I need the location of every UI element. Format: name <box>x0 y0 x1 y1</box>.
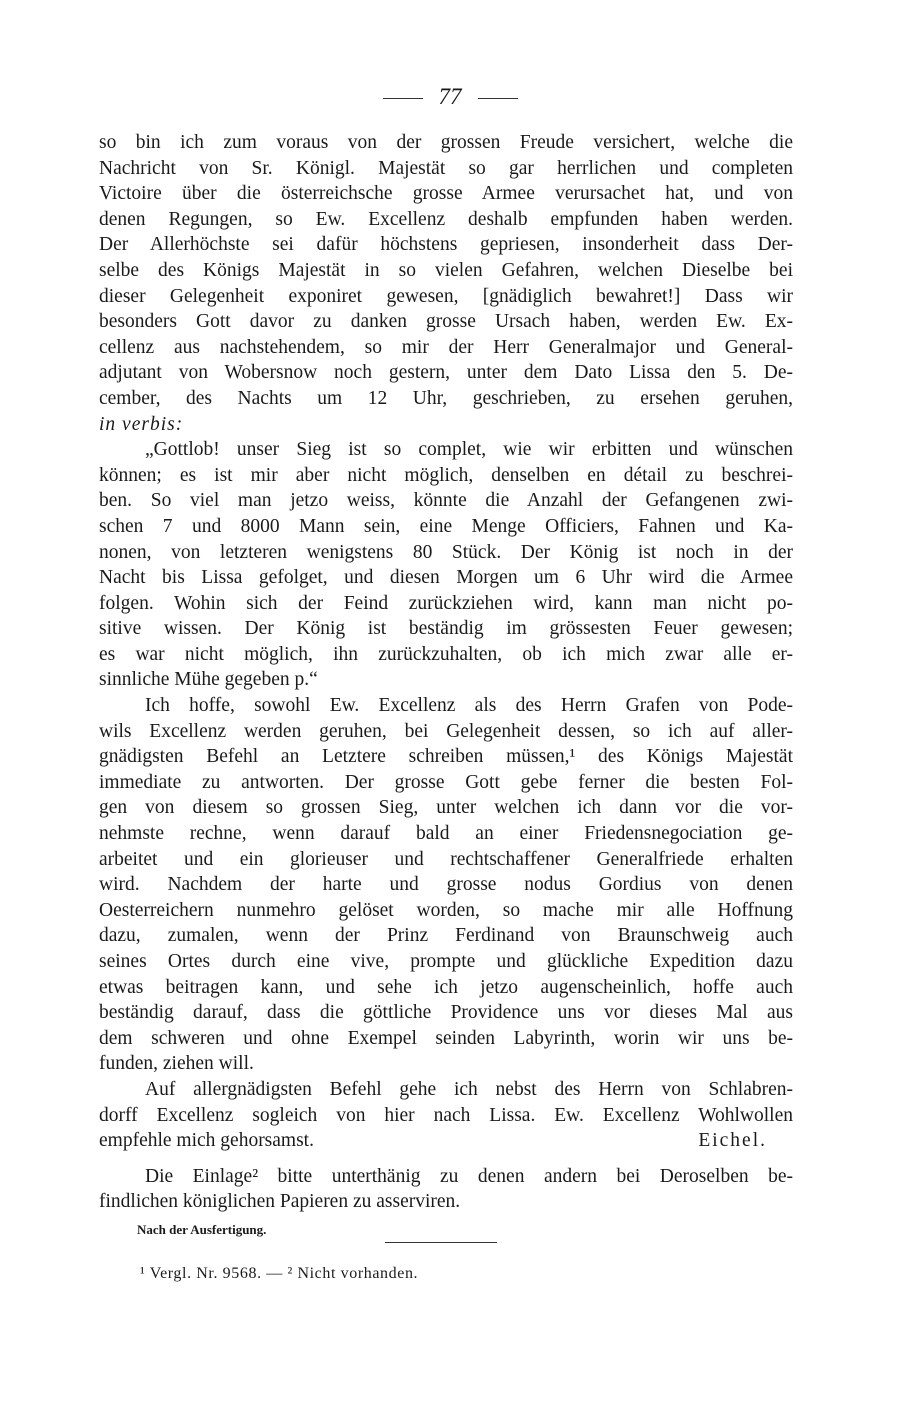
text-line: Victoire über die österreichsche grosse Armee verursachet hat, und von <box>99 183 793 205</box>
text-line: gnädigsten Befehl an Letztere schreiben müssen,¹ des Königs Majestät <box>99 746 793 768</box>
header-dash-right <box>478 98 518 99</box>
text-line: selbe des Königs Majestät in so vielen Gefahren, welchen Dieselbe bei <box>99 259 793 281</box>
text-line: schen 7 und 8000 Mann sein, eine Menge Officiers, Fahnen und Ka- <box>99 515 793 537</box>
page-header <box>0 84 900 110</box>
text-line: Der Allerhöchste sei dafür höchstens gepriesen, insonderheit dass Der- <box>99 234 793 256</box>
text-line: etwas beitragen kann, und sehe ich jetzo augenscheinlich, hoffe auch <box>99 976 793 998</box>
header-dash-left <box>383 98 423 99</box>
text-line: ben. So viel man jetzo weiss, könnte die Anzahl der Gefangenen zwi- <box>99 490 793 512</box>
letter-body <box>99 130 793 1243</box>
text-line: „Gottlob! unser Sieg ist so complet, wie wir erbitten und wünschen <box>145 439 793 461</box>
text-line: besonders Gott davor zu danken grosse Ursach haben, werden Ew. Ex- <box>99 311 793 333</box>
footnote-divider <box>385 1242 497 1243</box>
page-number: 77 <box>438 84 462 109</box>
text-line: dazu, zumalen, wenn der Prinz Ferdinand von Braunschweig auch <box>99 925 793 947</box>
text-line: es war nicht möglich, ihn zurückzuhalten, ob ich mich zwar alle er- <box>99 643 793 665</box>
text-line: arbeitet und ein glorieuser und rechtschaffener Generalfriede erhalten <box>99 848 793 870</box>
text-line: beständig darauf, dass die göttliche Providence uns vor dieses Mal aus <box>99 1002 793 1024</box>
source-note: Nach der Ausfertigung. <box>137 1221 267 1237</box>
text-line: dem schweren und ohne Exempel seinden Labyrinth, worin wir uns be- <box>99 1027 793 1049</box>
text-line: Die Einlage² bitte unterthänig zu denen andern bei Deroselben be- <box>145 1165 793 1187</box>
text-line: Ich hoffe, sowohl Ew. Excellenz als des Herrn Grafen von Pode- <box>145 695 793 717</box>
text-line: folgen. Wohin sich der Feind zurückziehen wird, kann man nicht po- <box>99 592 793 614</box>
closing-line <box>99 1128 793 1154</box>
text-line: sinnliche Mühe gegeben p.“ <box>99 669 318 691</box>
text-line: Auf allergnädigsten Befehl gehe ich nebst des Herrn von Schlabren- <box>145 1078 793 1100</box>
text-line: gen von diesem so grossen Sieg, unter welchen ich dann vor die vor- <box>99 797 793 819</box>
text-line: cellenz aus nachstehendem, so mir der Herr Generalmajor und General- <box>99 336 793 358</box>
text-line: dorff Excellenz sogleich von hier nach Lissa. Ew. Excellenz Wohlwollen <box>99 1104 793 1126</box>
text-line: wils Excellenz werden geruhen, bei Gelegenheit dessen, so ich auf aller- <box>99 720 793 742</box>
closing-text: empfehle mich gehorsamst. <box>99 1130 314 1152</box>
text-line: dieser Gelegenheit exponiret gewesen, [gnädiglich bewahret!] Dass wir <box>99 285 793 307</box>
text-line: funden, ziehen will. <box>99 1053 254 1075</box>
text-line: immediate zu antworten. Der grosse Gott gebe ferner die besten Fol- <box>99 771 793 793</box>
text-line: nehmste rechne, wenn darauf bald an einer Friedensnegociation ge- <box>99 823 793 845</box>
text-line: adjutant von Wobersnow noch gestern, unter dem Dato Lissa den 5. De- <box>99 362 793 384</box>
footnotes: ¹ Vergl. Nr. 9568. — ² Nicht vorhanden. <box>140 1265 419 1282</box>
text-line: Nachricht von Sr. Königl. Majestät so gar herrlichen und completen <box>99 157 793 179</box>
text-line: cember, des Nachts um 12 Uhr, geschrieben, zu ersehen geruhen, <box>99 387 793 409</box>
text-line: so bin ich zum voraus von der grossen Freude versichert, welche die <box>99 132 793 153</box>
text-line: wird. Nachdem der harte und grosse nodus Gordius von denen <box>99 874 793 896</box>
text-line: nonen, von letzteren wenigstens 80 Stück. Der König ist noch in der <box>99 541 793 563</box>
text-line: seines Ortes durch eine vive, prompte und glückliche Expedition dazu <box>99 951 793 972</box>
text-line: sitive wissen. Der König ist beständig im grössesten Feuer gewesen; <box>99 618 793 640</box>
text-line: denen Regungen, so Ew. Excellenz deshalb empfunden haben werden. <box>99 208 793 230</box>
text-line: können; es ist mir aber nicht möglich, denselben en détail zu beschrei- <box>99 464 793 486</box>
text-line: Nacht bis Lissa gefolget, und diesen Morgen um 6 Uhr wird die Armee <box>99 567 793 589</box>
text-line: Oesterreichern nunmehro gelöset worden, so mache mir alle Hoffnung <box>99 899 793 921</box>
signature: Eichel. <box>698 1130 767 1152</box>
text-line: in verbis: <box>99 413 184 435</box>
text-line: findlichen königlichen Papieren zu asserviren. <box>99 1191 461 1213</box>
